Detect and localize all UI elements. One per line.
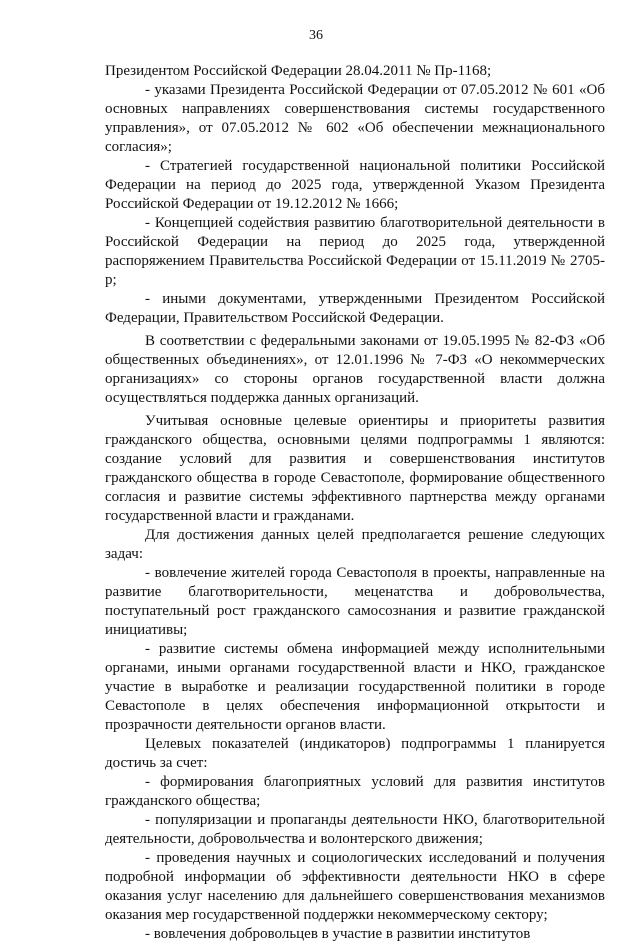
list-item-charity-concept: - Концепцией содействия развитию благотворительной деятельности в Российской Федерации на период до 2025 года, утвержденной распоряжением Правительства Российской Федерации от 15.11.2019 № 2705-р;	[105, 215, 605, 288]
list-item-other-documents: - иными документами, утвержденными Президентом Российской Федерации, Правительством Российской Федерации.	[105, 291, 605, 326]
paragraph-tasks-intro: Для достижения данных целей предполагается решение следующих задач:	[105, 527, 605, 562]
list-item-task-involvement: - вовлечение жителей города Севастополя в проекты, направленные на развитие благотворительности, меценатства и добровольчества, поступательный рост гражданского самосознания и развитие гражданской инициативы;	[105, 565, 605, 638]
page-number: 36	[309, 28, 323, 43]
list-item-favorable-conditions: - формирования благоприятных условий для развития институтов гражданского общества;	[105, 774, 605, 809]
paragraph-goals: Учитывая основные целевые ориентиры и приоритеты развития гражданского общества, основными целями подпрограммы 1 являются: создание условий для развития и совершенствования институтов гражданского общества в городе Севастополе, формирование общественного согласия и развитие системы эффективного партнерства между органами государственной власти и гражданами.	[105, 413, 605, 524]
document-body	[105, 62, 605, 944]
paragraph-federal-laws: В соответствии с федеральными законами от 19.05.1995 № 82-ФЗ «Об общественных объединениях», от 12.01.1996 № 7-ФЗ «О некоммерческих организациях» со стороны органов государственной власти должна осуществляться поддержка данных организаций.	[105, 333, 605, 406]
list-item-task-information-exchange: - развитие системы обмена информацией между исполнительными органами, иными органами государственной власти и НКО, гражданское участие в выработке и реализации государственной политики в городе Севастополе в целях обеспечения информационной открытости и прозрачности деятельности органов власти.	[105, 641, 605, 733]
list-item-national-policy-strategy: - Стратегией государственной национальной политики Российской Федерации на период до 2025 года, утвержденной Указом Президента Российской Федерации от 19.12.2012 № 1666;	[105, 158, 605, 212]
list-item-popularization: - популяризации и пропаганды деятельности НКО, благотворительной деятельности, добровольчества и волонтерского движения;	[105, 812, 605, 847]
list-item-presidential-decrees: - указами Президента Российской Федерации от 07.05.2012 № 601 «Об основных направлениях совершенствования системы государственного управления», от 07.05.2012 № 602 «Об обеспечении межнационального согласия»;	[105, 82, 605, 155]
list-item-volunteers: - вовлечения добровольцев в участие в развитии институтов	[145, 926, 531, 942]
paragraph-indicators-intro: Целевых показателей (индикаторов) подпрограммы 1 планируется достичь за счет:	[105, 736, 605, 771]
paragraph-continuation: Президентом Российской Федерации 28.04.2011 № Пр-1168;	[105, 63, 492, 79]
list-item-research: - проведения научных и социологических исследований и получения подробной информации об эффективности деятельности НКО в сфере оказания услуг населению для дальнейшего совершенствования механизмов оказания мер государственной поддержки некоммерческому сектору;	[105, 850, 605, 923]
